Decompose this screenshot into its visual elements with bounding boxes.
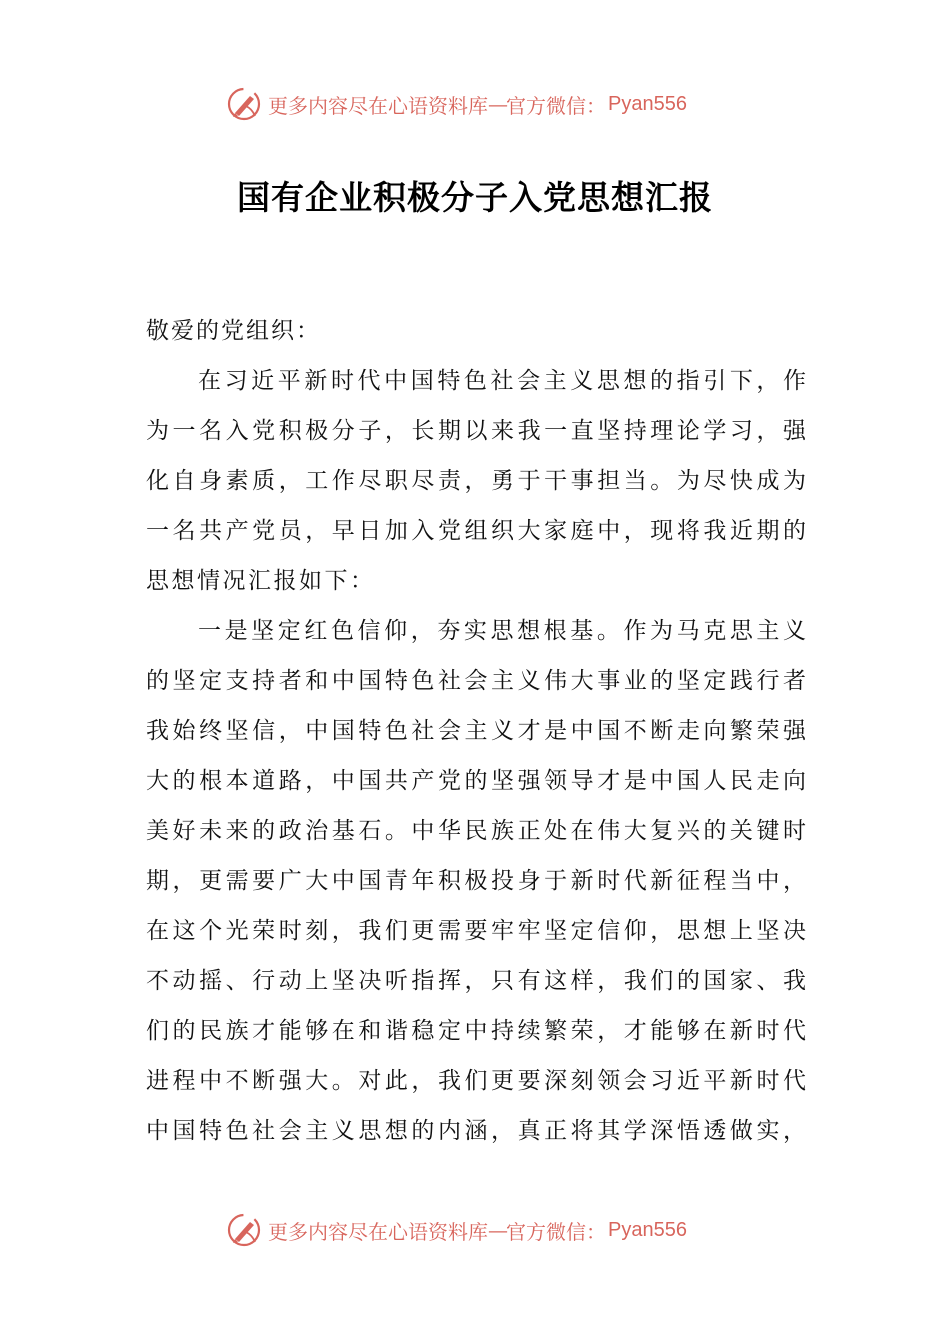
paragraph-line: 一名共产党员，早日加入党组织大家庭中，现将我近期的 [146, 518, 806, 544]
watermark-contact-label: 官方微信： [506, 93, 606, 118]
paragraph-line: 进程中不断强大。对此，我们更要深刻领会习近平新时代 [146, 1068, 806, 1094]
watermark-banner-bottom [226, 1210, 746, 1250]
paragraph-line: 不动摇、行动上坚决听指挥，只有这样，我们的国家、我 [146, 968, 806, 994]
paragraph-line: 们的民族才能够在和谐稳定中持续繁荣，才能够在新时代 [146, 1018, 806, 1044]
watermark-banner-top [226, 84, 746, 124]
paragraph [146, 606, 806, 1156]
paragraph-line: 在习近平新时代中国特色社会主义思想的指引下，作 [198, 368, 806, 394]
paragraph-line: 大的根本道路，中国共产党的坚强领导才是中国人民走向 [146, 768, 806, 794]
pen-seal-logo-icon [226, 1212, 262, 1248]
paragraph [146, 356, 806, 606]
paragraph-line: 期，更需要广大中国青年积极投身于新时代新征程当中， [146, 868, 806, 894]
watermark-separator: — [488, 92, 506, 116]
watermark-separator: — [488, 1218, 506, 1242]
salutation: 敬爱的党组织： [146, 318, 321, 344]
watermark-contact-label: 官方微信： [506, 1219, 606, 1244]
watermark-contact-id: Pyan556 [608, 92, 687, 115]
paragraph-line: 在这个光荣时刻，我们更需要牢牢坚定信仰，思想上坚决 [146, 918, 806, 944]
document-body [146, 306, 806, 1156]
paragraph-line: 一是坚定红色信仰，夯实思想根基。作为马克思主义 [198, 618, 806, 644]
paragraph-line: 中国特色社会主义思想的内涵，真正将其学深悟透做实， [146, 1118, 806, 1144]
paragraph-line: 思想情况汇报如下： [146, 568, 376, 594]
paragraph-line: 的坚定支持者和中国特色社会主义伟大事业的坚定践行者 [146, 668, 806, 694]
watermark-contact-id: Pyan556 [608, 1218, 687, 1241]
paragraph-line: 我始终坚信，中国特色社会主义才是中国不断走向繁荣强 [146, 718, 806, 744]
watermark-text: 更多内容尽在心语资料库 [268, 93, 488, 118]
paragraph-line: 美好未来的政治基石。中华民族正处在伟大复兴的关键时 [146, 818, 806, 844]
paragraph-line: 化自身素质，工作尽职尽责，勇于干事担当。为尽快成为 [146, 468, 806, 494]
paragraph-line: 为一名入党积极分子，长期以来我一直坚持理论学习，强 [146, 418, 806, 444]
watermark-text: 更多内容尽在心语资料库 [268, 1219, 488, 1244]
document-title: 国有企业积极分子入党思想汇报 [237, 178, 713, 217]
pen-seal-logo-icon [226, 86, 262, 122]
